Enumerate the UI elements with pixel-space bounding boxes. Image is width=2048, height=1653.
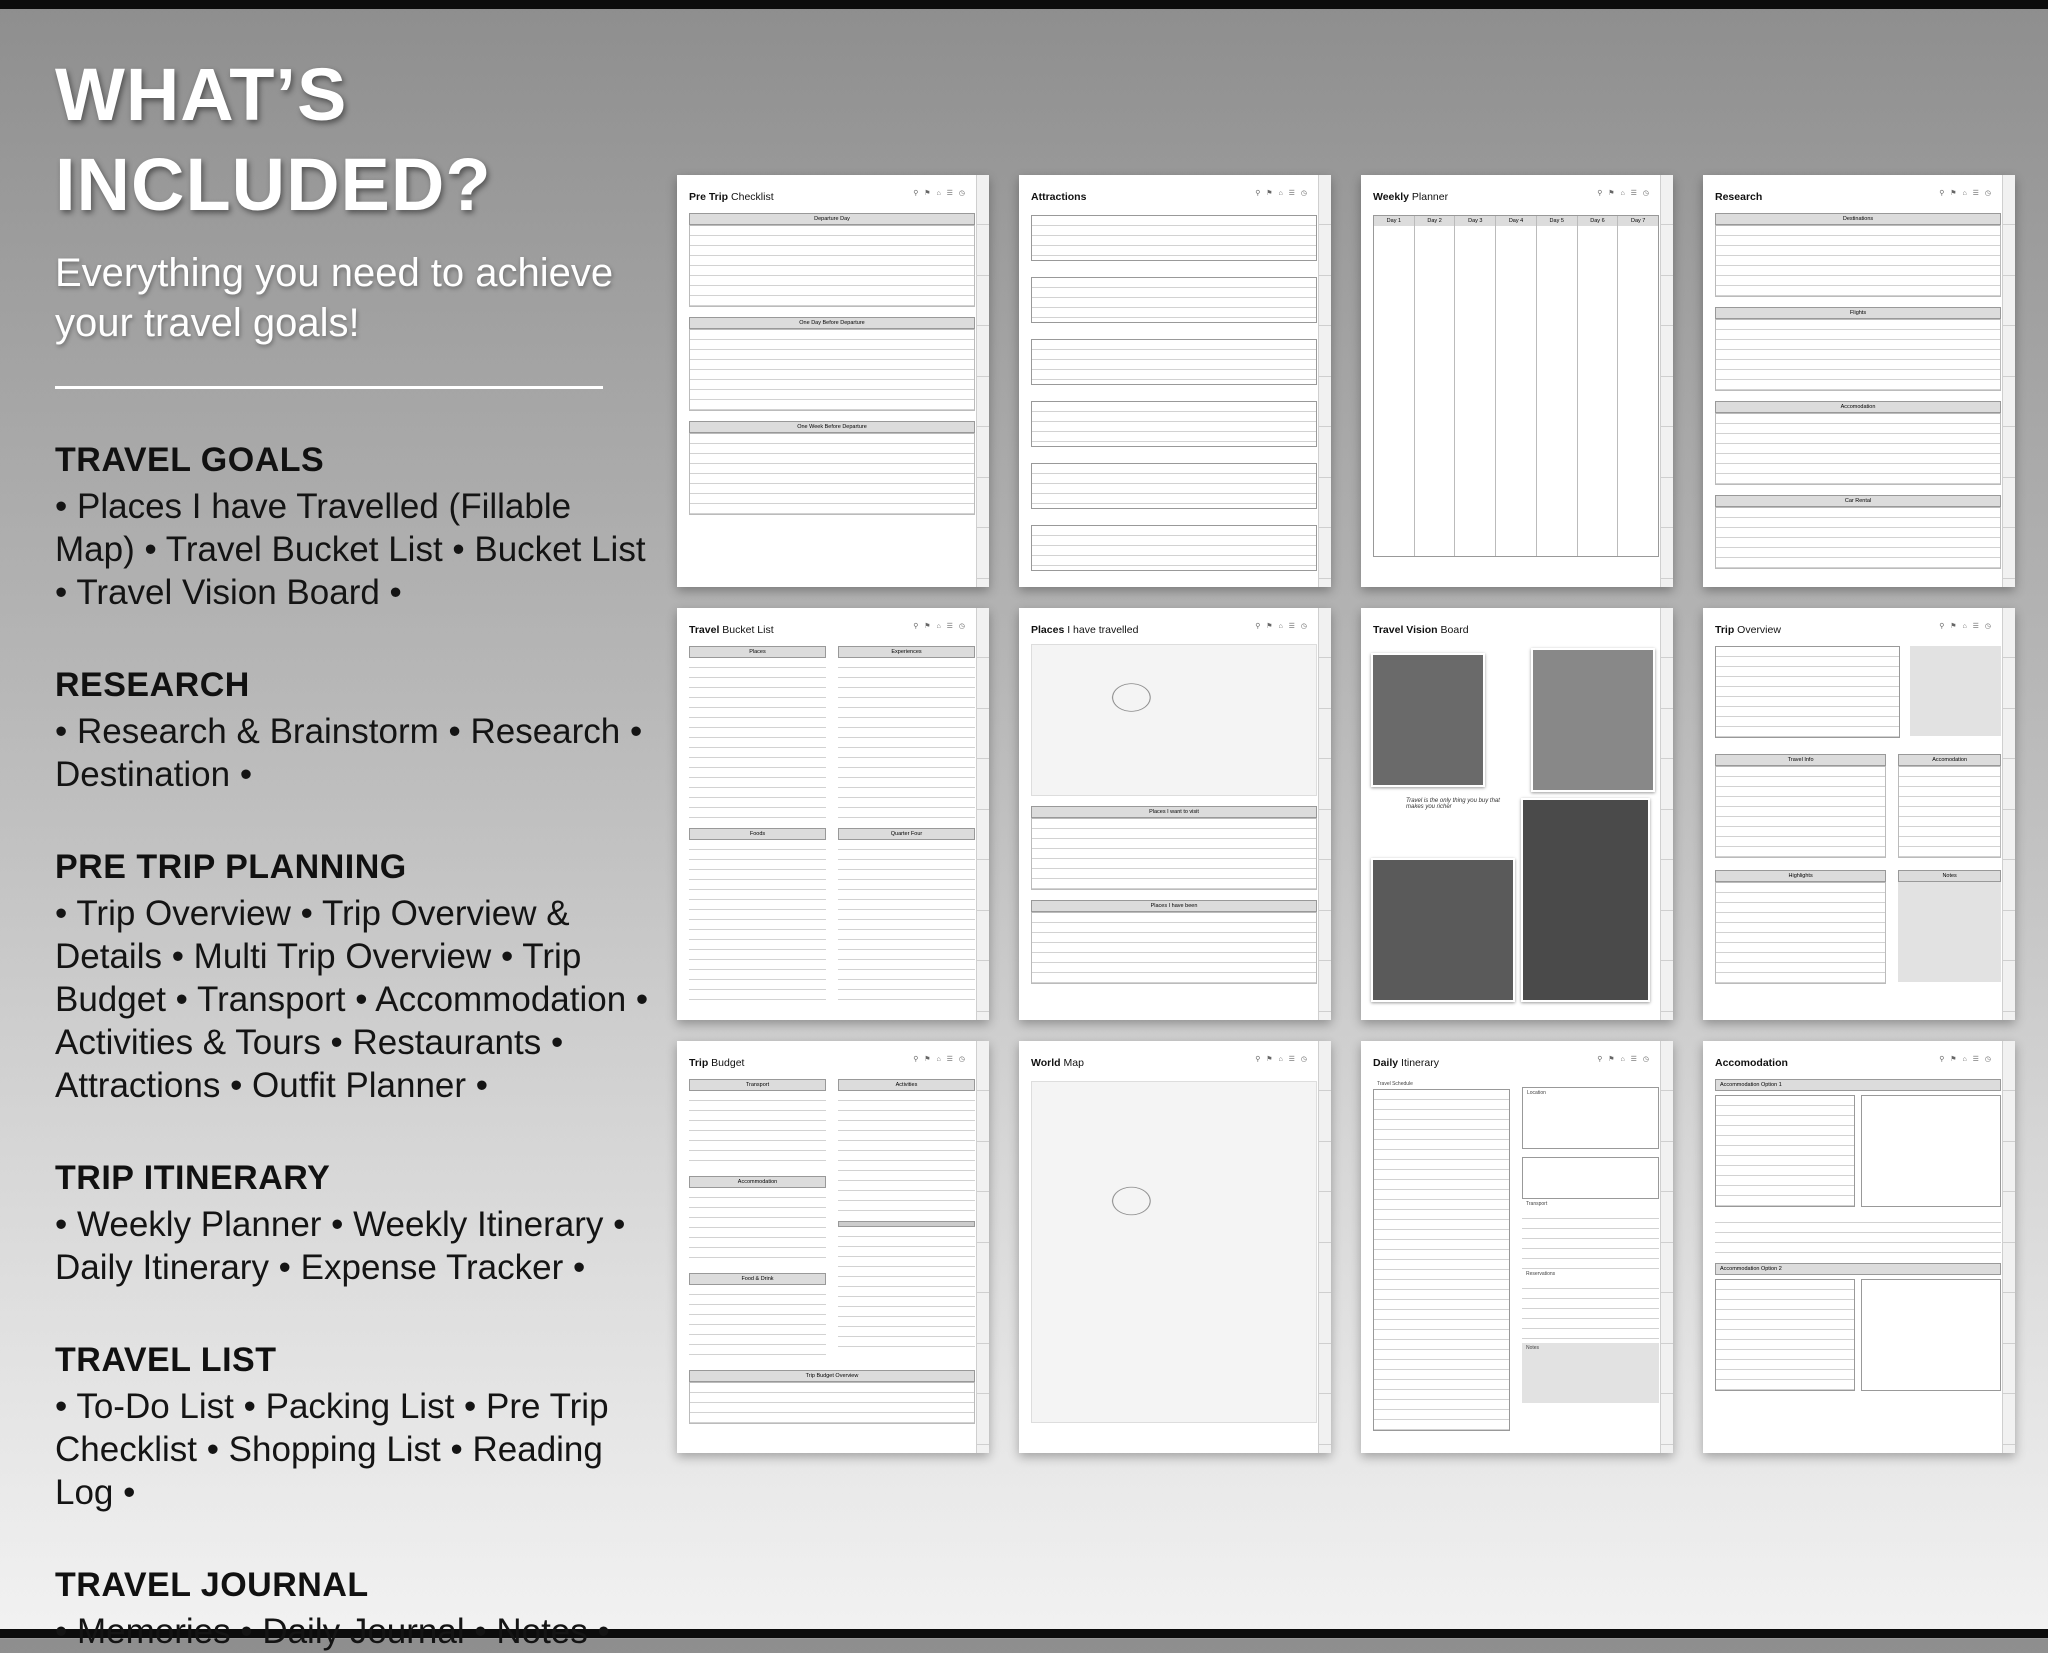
nav-icons: ⚲ ⚑ ⌂ ☰ ◷	[913, 623, 967, 630]
nav-icons: ⚲ ⚑ ⌂ ☰ ◷	[1939, 1056, 1993, 1063]
table-header: Places I want to visit	[1031, 806, 1317, 818]
section-title: TRIP ITINERARY	[55, 1159, 331, 1197]
preview-trip-budget	[677, 1041, 989, 1453]
table-header: Accommodation Option 2	[1715, 1263, 2001, 1275]
preview-travel-bucket-list	[677, 608, 989, 1020]
preview-title: Places I have travelled	[1031, 624, 1139, 636]
table-header: Quarter Four	[838, 828, 975, 840]
table-header: Accomodation	[1898, 754, 2001, 766]
reservations-label: Reservations	[1526, 1271, 1556, 1277]
table-header: Places I have been	[1031, 900, 1317, 912]
vision-photo	[1371, 653, 1485, 787]
left-panel	[55, 50, 675, 1653]
schedule-label: Travel Schedule	[1377, 1081, 1413, 1087]
table-header: Notes	[1898, 870, 2001, 882]
nav-icons: ⚲ ⚑ ⌂ ☰ ◷	[1939, 190, 1993, 197]
nav-icons: ⚲ ⚑ ⌂ ☰ ◷	[1597, 1056, 1651, 1063]
table-header: One Day Before Departure	[689, 317, 975, 329]
section-travel-list	[55, 1341, 675, 1514]
table-header: Accommodation	[689, 1176, 826, 1188]
section-items: • To-Do List • Packing List • Pre Trip Checklist • Shopping List • Reading Log •	[55, 1387, 609, 1512]
nav-icons: ⚲ ⚑ ⌂ ☰ ◷	[1597, 190, 1651, 197]
nav-icons: ⚲ ⚑ ⌂ ☰ ◷	[1255, 190, 1309, 197]
preview-world-map	[1019, 1041, 1331, 1453]
preview-weekly-planner: Weekly Planner ⚲ ⚑ ⌂ ☰ ◷ Day 1 Day 2 Day 3 Day 4 Day 5 Day 6 Day 7	[1361, 175, 1673, 587]
preview-title: Accomodation	[1715, 1057, 1788, 1069]
page-title: WHAT’S INCLUDED?	[55, 53, 492, 226]
preview-title: Travel Bucket List	[689, 624, 774, 636]
preview-accomodation	[1703, 1041, 2015, 1453]
vision-photo	[1521, 798, 1650, 1002]
table-header: Transport	[689, 1079, 826, 1091]
preview-places-travelled	[1019, 608, 1331, 1020]
table-header: Flights	[1715, 307, 2001, 319]
table-header: Places	[689, 646, 826, 658]
notes-label: Notes	[1526, 1345, 1540, 1351]
table-header: Accommodation Option 1	[1715, 1079, 2001, 1091]
divider	[55, 386, 603, 389]
preview-title: Attractions	[1031, 191, 1087, 203]
vision-photo	[1371, 858, 1515, 1002]
table-header: Highlights	[1715, 870, 1886, 882]
section-research	[55, 666, 675, 796]
nav-icons: ⚲ ⚑ ⌂ ☰ ◷	[1255, 623, 1309, 630]
table-header: One Week Before Departure	[689, 421, 975, 433]
preview-title: Weekly Planner	[1373, 191, 1449, 203]
preview-travel-vision-board	[1361, 608, 1673, 1020]
section-travel-journal	[55, 1566, 675, 1653]
nav-icons: ⚲ ⚑ ⌂ ☰ ◷	[1255, 1056, 1309, 1063]
page-subtitle: Everything you need to achieve your travel goals!	[55, 251, 614, 345]
section-items: • Trip Overview • Trip Overview & Details • Multi Trip Overview • Trip Budget • Transport • Accommodation • Activities & Tours • Restaurants • Attractions • Outfit Planner •	[55, 894, 649, 1105]
preview-daily-itinerary	[1361, 1041, 1673, 1453]
table-header: Destinations	[1715, 213, 2001, 225]
preview-title: Trip Overview	[1715, 624, 1781, 636]
section-items: • Memories • Daily Journal • Notes •	[55, 1612, 610, 1651]
section-title: TRAVEL JOURNAL	[55, 1566, 369, 1604]
table-header: Activities	[838, 1079, 975, 1091]
vision-photo	[1531, 648, 1655, 792]
table-header: Food & Drink	[689, 1273, 826, 1285]
location-label: Location	[1527, 1090, 1546, 1096]
section-title: PRE TRIP PLANNING	[55, 848, 407, 886]
preview-title: Trip Budget	[689, 1057, 745, 1069]
preview-title: Pre Trip Checklist	[689, 191, 774, 203]
transport-label: Transport	[1526, 1201, 1548, 1207]
section-title: RESEARCH	[55, 666, 250, 704]
preview-title: Research	[1715, 191, 1763, 203]
table-header: Trip Budget Overview	[689, 1370, 975, 1382]
world-map-image	[1031, 644, 1317, 796]
preview-pre-trip-checklist	[677, 175, 989, 587]
section-trip-itinerary	[55, 1159, 675, 1289]
nav-icons: ⚲ ⚑ ⌂ ☰ ◷	[1939, 623, 1993, 630]
section-title: TRAVEL GOALS	[55, 441, 325, 479]
preview-research	[1703, 175, 2015, 587]
table-header: Car Rental	[1715, 495, 2001, 507]
vision-quote: Travel is the only thing you buy that makes you richer	[1406, 798, 1500, 810]
table-header: Experiences	[838, 646, 975, 658]
section-title: TRAVEL LIST	[55, 1341, 277, 1379]
world-map-image	[1031, 1081, 1317, 1423]
section-items: • Research & Brainstorm • Research • Destination •	[55, 712, 643, 794]
preview-attractions	[1019, 175, 1331, 587]
table-header: Departure Day	[689, 213, 975, 225]
section-items: • Places I have Travelled (Fillable Map) • Travel Bucket List • Bucket List • Travel Vision Board •	[55, 487, 646, 612]
section-pre-trip-planning	[55, 848, 675, 1107]
preview-title: Travel Vision Board	[1373, 624, 1469, 636]
section-items: • Weekly Planner • Weekly Itinerary • Daily Itinerary • Expense Tracker •	[55, 1205, 626, 1287]
table-header: Accomodation	[1715, 401, 2001, 413]
preview-trip-overview	[1703, 608, 2015, 1020]
table-header: Travel Info	[1715, 754, 1886, 766]
nav-icons: ⚲ ⚑ ⌂ ☰ ◷	[913, 190, 967, 197]
table-header: Foods	[689, 828, 826, 840]
preview-title: Daily Itinerary	[1373, 1057, 1439, 1069]
section-travel-goals	[55, 441, 675, 614]
nav-icons: ⚲ ⚑ ⌂ ☰ ◷	[913, 1056, 967, 1063]
preview-title: World Map	[1031, 1057, 1084, 1069]
top-border	[0, 0, 2048, 9]
